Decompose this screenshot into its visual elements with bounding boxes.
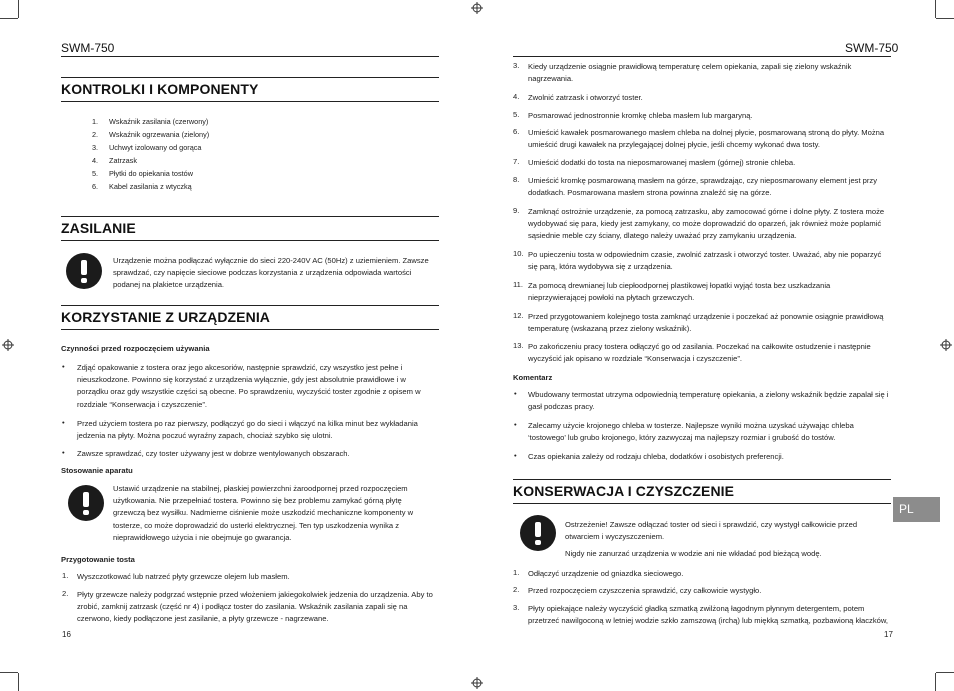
step-text: Umieścić dodatki do tosta na nieposmarowanej masłem (górnej) stronie chleba. [528,158,796,167]
list-item: 2. Wskaźnik ogrzewania (zielony) [92,130,210,139]
warning-text: Ustawić urządzenie na stabilnej, płaskiej powierzchni żaroodpornej przed rozpoczęciem użytkowania. Nie przepełniać tostera. Powinno się bez problemu zamykać górną płytę grzewczą bez wysiłku. Nadmierne ciśnienie może uszkodzić mechaniczne komponenty w tosterze, co może doprowadzić do usterki elektrycznej. Ten typ uszkodzenia wynika z nieprawidłowego użycia i nie obejmuje go gwarancja. [113,484,414,542]
crop-mark [935,0,936,18]
model-label: SWM-750 [845,41,899,55]
warning-icon [66,253,102,289]
list-item: 5. Płytki do opiekania tostów [92,169,193,178]
step-number: 9. [513,206,520,215]
section-heading-zasilanie: ZASILANIE [61,220,136,236]
warning-icon [68,485,104,521]
list-item: 6. Kabel zasilania z wtyczką [92,182,192,191]
subheading: Stosowanie aparatu [61,466,133,475]
step-text: Wyszczotkować lub natrzeć płyty grzewcze olejem lub masłem. [77,572,290,581]
section-rule [513,503,891,504]
subheading: Czynności przed rozpoczęciem używania [61,344,210,353]
step-text: Za pomocą drewnianej lub ciepłoodpornej plastikowej łopatki wyjąć tosta bez uszkadzania nieprzywierającej powłoki na płytach grzewczych. [528,281,831,303]
step-text: Po zakończeniu pracy tostera odłączyć go od zasilania. Poczekać na całkowite ostudzenie i następnie wyczyścić jak opisano w rozdziale “Konserwacja i czyszczenie”. [528,342,871,364]
step-text: Zamknąć ostrożnie urządzenie, za pomocą zatrzasku, aby zamocować górne i dolne płyty. Z tostera może wydobywać się para, kiedy jest zamykany, co może doprowadzić do oparzeń, jak również może poplamić sąsiednie meble czy ściany, dlatego należy uważać przy zamykaniu urządzenia. [528,207,885,241]
crop-mark [0,672,18,673]
bullet-text: Zdjąć opakowanie z tostera oraz jego akcesoriów, następnie sprawdzić, czy wszystko jest pełne i nieuszkodzone. Powinno się korzystać z urządzenia wyłącznie, gdy jest absolutnie prawidłowe i w porządku oraz gdy wszystkie części są obecne. Po sprawdzeniu, wyczyścić toster zgodnie z opisem w rozdziale “Konserwacja i czyszczenie”. [77,363,421,409]
list-item: 1. Wskaźnik zasilania (czerwony) [92,117,209,126]
step-number: 7. [513,157,520,166]
bullet: • [514,420,517,429]
step-text: Umieścić kawałek posmarowanego masłem chleba na dolnej płycie, posmarowaną stroną do płyty. Można umieścić drugi kawałek na przylegającej dolnej płycie, jeśli chcemy wykonać dwa tosty. [528,128,885,150]
step-number: 2. [62,589,69,598]
crop-mark [936,672,954,673]
bullet-text: Czas opiekania zależy od rodzaju chleba, dodatków i osobistych preferencji. [528,452,784,461]
page-number: 16 [62,630,71,639]
crop-mark [18,0,19,18]
step-text: Zwolnić zatrzask i otworzyć toster. [528,93,643,102]
section-heading-konserwacja: KONSERWACJA I CZYSZCZENIE [513,483,735,499]
step-text: Płyty opiekające należy wyczyścić gładką szmatką zwilżoną łagodnym płynnym detergentem, potem przetrzeć nawilgoconą w letniej wodzie szkło zamszową (irchą) lub miękką szmatką, pozbawioną kłaczków, [528,604,889,626]
step-number: 2. [513,585,520,594]
step-text: Odłączyć urządzenie od gniazdka sieciowego. [528,569,684,578]
bullet: • [514,451,517,460]
warning-text: Urządzenie można podłączać wyłącznie do sieci 220-240V AC (50Hz) z uziemieniem. Zawsze sprawdzać, czy napięcie sieciowe podczas korzystania z urządzenia odpowiada wartości podanej na plakietce urządzenia. [113,256,429,290]
bullet: • [62,362,65,371]
list-item: 3. Uchwyt izolowany od gorąca [92,143,202,152]
section-rule [61,305,439,306]
step-text: Przed przygotowaniem kolejnego tosta zamknąć urządzenie i poczekać aż ponownie osiągnie prawidłową temperaturę (wskazaną przez zielony wskaźnik). [528,312,884,334]
registration-mark-icon [471,677,483,689]
bullet: • [514,389,517,398]
header-rule [61,56,439,57]
step-number: 8. [513,175,520,184]
crop-mark [936,18,954,19]
step-text: Posmarować jednostronnie kromkę chleba masłem lub margaryną. [528,111,753,120]
step-number: 13. [513,341,524,350]
step-number: 6. [513,127,520,136]
step-number: 12. [513,311,524,320]
components-list [92,115,342,193]
step-number: 3. [513,603,520,612]
page-number: 17 [884,630,893,639]
list-item: 4. Zatrzask [92,156,137,165]
step-number: 4. [513,92,520,101]
step-text: Po upieczeniu tosta w odpowiednim czasie, zwolnić zatrzask i otworzyć toster. Uważać, aby nie poparzyć się parą, która wydobywa się z urządzenia. [528,250,882,272]
step-text: Płyty grzewcze należy podgrzać wstępnie przed włożeniem jakiegokolwiek jedzenia do urządzenia. Aby to zrobić, zamknij zatrzask (część nr 4) i podłącz toster do zasilania. Wskaźnik zasilania zapali się na czerwono, kiedy podłączone jest zasilanie, a płyty grzewcze - nagrzewane. [77,590,433,624]
step-text: Przed rozpoczęciem czyszczenia sprawdzić, czy całkowicie wystygło. [528,586,762,595]
crop-mark [18,673,19,691]
step-number: 11. [513,280,523,289]
step-number: 3. [513,61,520,70]
bullet-text: Zawsze sprawdzać, czy toster używany jest w dobrze wentylowanych obszarach. [77,449,350,458]
crop-mark [0,18,18,19]
section-rule [61,240,439,241]
section-heading-korzystanie: KORZYSTANIE Z URZĄDZENIA [61,309,271,325]
warning-text: Ostrzeżenie! Zawsze odłączać toster od sieci i sprawdzić, czy wystygł całkowicie przed otwarciem i wyczyszczeniem. [565,520,858,542]
step-number: 1. [513,568,520,577]
warning-text: Nigdy nie zanurzać urządzenia w wodzie ani nie wkładać pod bieżącą wodę. [565,549,822,558]
crop-mark [935,673,936,691]
registration-mark-icon [471,2,483,14]
step-text: Umieścić kromkę posmarowaną masłem na górze, sprawdzając, czy nieposmarowany element jest przy dodatkach. Posmarowana masłem strona powinna znaleźć się na górze. [528,176,878,198]
registration-mark-icon [2,339,14,351]
bullet-text: Przed użyciem tostera po raz pierwszy, podłączyć go do sieci i włączyć na kilka minut bez wykładania jedzenia na płyty. Można poczuć wyraźny zapach, chociaż szybko się ulotni. [77,419,418,441]
bullet-text: Wbudowany termostat utrzyma odpowiednią temperaturę opiekania, a zielony wskaźnik będzie zapalał się i gasł podczas pracy. [528,390,889,412]
registration-mark-icon [940,339,952,351]
model-label: SWM-750 [61,41,115,55]
subheading: Przygotowanie tosta [61,555,135,564]
bullet-text: Zalecamy użycie krojonego chleba w tosterze. Najlepsze wyniki można uzyskać używając chleba ‘tostowego’ lub grubo krojonego, który zazwyczaj ma najlepszy rozmiar i grubość do tostów. [528,421,854,443]
section-rule [61,101,439,102]
bullet: • [62,448,65,457]
step-number: 5. [513,110,520,119]
section-rule [61,216,439,217]
section-rule [61,329,439,330]
language-tab: PL [893,497,940,522]
section-rule [61,77,439,78]
subheading: Komentarz [513,373,553,382]
warning-icon [520,515,556,551]
step-number: 1. [62,571,69,580]
step-number: 10. [513,249,524,258]
section-rule [513,479,891,480]
header-rule [513,56,891,57]
step-text: Kiedy urządzenie osiągnie prawidłową temperaturę celem opiekania, zapali się zielony wskaźnik nagrzewania. [528,62,852,84]
section-heading-kontrolki: KONTROLKI I KOMPONENTY [61,81,259,97]
bullet: • [62,418,65,427]
